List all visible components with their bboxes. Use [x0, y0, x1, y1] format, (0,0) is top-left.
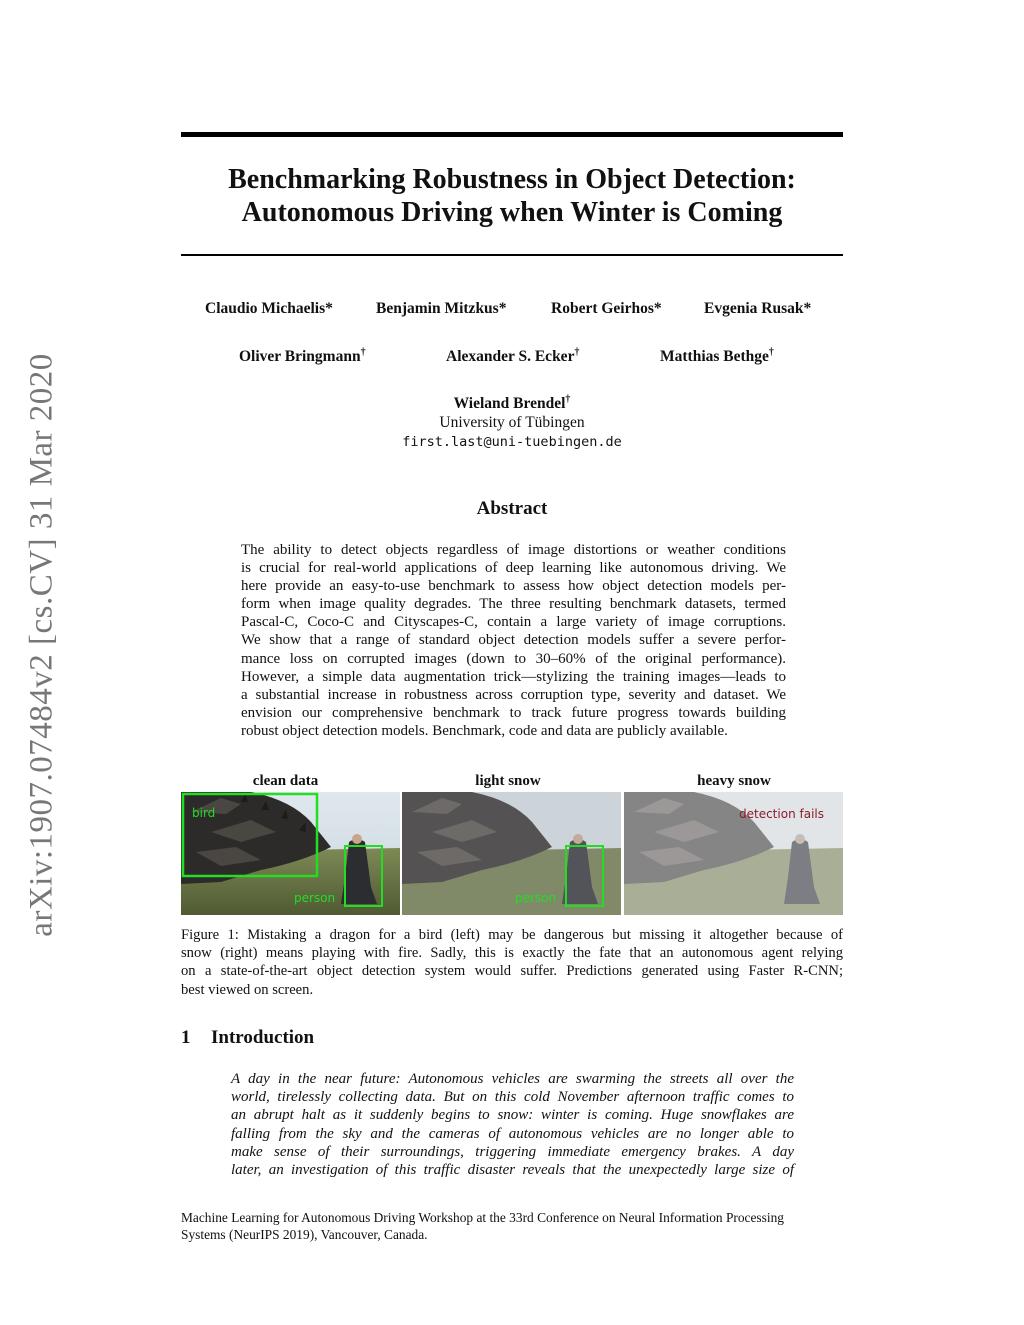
abstract-line: Pascal-C, Coco-C and Cityscapes-C, contain a large variety of image corruptions.: [241, 614, 786, 631]
university: University of Tübingen: [439, 414, 585, 431]
caption-line: Figure 1: Mistaking a dragon for a bird (left) may be dangerous but missing it altogether because of: [181, 927, 843, 943]
section-heading: [181, 1027, 314, 1049]
figure-label-light-snow: light snow: [475, 773, 541, 789]
paper-title: [181, 163, 843, 229]
email: first.last@uni-tuebingen.de: [402, 434, 622, 450]
title-top-rule: [181, 132, 843, 137]
abstract-line: envision our comprehensive benchmark to track future progress towards building: [241, 704, 786, 721]
abstract-line: form when image quality degrades. The three resulting benchmark datasets, termed: [241, 596, 786, 613]
figure-label-clean: clean data: [252, 773, 319, 789]
person-box-label: person: [294, 891, 336, 905]
figure-caption: [181, 926, 843, 999]
author-2: Benjamin Mitzkus*: [376, 300, 507, 317]
author-6-mark: †: [574, 346, 580, 358]
author-5-name: Oliver Bringmann: [239, 348, 361, 365]
figure-panel-light-snow: [402, 792, 621, 915]
intro-line: later, an investigation of this traffic disaster reveals that the unexpectedly large size of: [231, 1162, 794, 1179]
abstract-line: However, a simple data augmentation trick—stylizing the training images—leads to: [241, 668, 786, 685]
caption-line: on a state-of-the-art object detection system would suffer. Predictions generated using Faster R-CNN;: [181, 963, 843, 980]
abstract-body: [241, 541, 786, 740]
author-6: [446, 348, 579, 366]
title-line-2: Autonomous Driving when Winter is Coming: [241, 197, 783, 228]
abstract-line: is crucial for real-world applications of deep learning like autonomous driving. We: [241, 560, 786, 577]
abstract-line: here provide an easy-to-use benchmark to assess how object detection models per-: [241, 578, 786, 595]
abstract-line: a substantial increase in robustness across corruption type, severity and dataset. We: [241, 686, 786, 703]
heavy-snow-scene-image: [624, 792, 843, 915]
author-4: Evgenia Rusak*: [704, 300, 812, 317]
abstract-line: robust object detection models. Benchmark, code and data are publicly available.: [241, 722, 728, 739]
section-title: Introduction: [211, 1027, 315, 1048]
title-line-1: Benchmarking Robustness in Object Detection:: [228, 164, 796, 195]
author-5-mark: †: [360, 346, 366, 358]
abstract-line: We show that a range of standard object detection models suffer a severe perfor-: [241, 632, 786, 649]
intro-line: world, tirelessly collecting data. But on this cold November afternoon traffic comes to: [231, 1089, 794, 1106]
intro-line: make sense of their surroundings, triggering immediate emergency brakes. A day: [231, 1143, 794, 1160]
author-8: [181, 395, 843, 413]
affiliation-block: [181, 395, 843, 452]
figure-panel-clean: [181, 792, 400, 915]
author-7-name: Matthias Bethge: [660, 348, 769, 365]
abstract-heading: Abstract: [476, 498, 548, 519]
author-7: [660, 348, 774, 366]
author-6-name: Alexander S. Ecker: [446, 348, 575, 365]
abstract-line: The ability to detect objects regardless of image distortions or weather conditions: [241, 542, 786, 558]
caption-line: best viewed on screen.: [181, 981, 314, 998]
author-5: [239, 348, 366, 366]
figure-panel-heavy-snow: [624, 792, 843, 915]
author-3: Robert Geirhos*: [551, 300, 662, 317]
person-box-label-light: person: [515, 891, 557, 905]
author-1: Claudio Michaelis*: [205, 300, 333, 317]
clean-scene-image: [181, 792, 400, 915]
arxiv-stamp-text: arXiv:1907.07484v2 [cs.CV] 31 Mar 2020: [23, 353, 60, 937]
intro-line: an abrupt halt as it suddenly begins to snow: winter is coming. Huge snowflakes are: [231, 1107, 794, 1124]
section-number: 1: [181, 1027, 191, 1048]
detection-fails-label: detection fails: [739, 807, 824, 821]
title-bottom-rule: [181, 254, 843, 256]
abstract-line: mance loss on corrupted images (down to 30–60% of the original performance).: [241, 650, 786, 667]
author-7-mark: †: [768, 346, 774, 358]
figure-label-heavy-snow: heavy snow: [697, 773, 771, 789]
venue-footnote: [181, 1209, 843, 1243]
intro-paragraph: [231, 1070, 794, 1179]
intro-line: falling from the sky and the cameras of autonomous vehicles are no longer able to: [231, 1125, 794, 1142]
author-8-name: Wieland Brendel: [453, 395, 566, 412]
bird-box-label: bird: [192, 806, 216, 820]
footnote-line: Systems (NeurIPS 2019), Vancouver, Canada.: [181, 1227, 428, 1242]
footnote-line: Machine Learning for Autonomous Driving Workshop at the 33rd Conference on Neural Information Processing: [181, 1210, 784, 1225]
author-8-mark: †: [565, 393, 571, 405]
intro-line: A day in the near future: Autonomous vehicles are swarming the streets all over the: [231, 1071, 794, 1087]
caption-line: snow (right) means playing with fire. Sadly, this is exactly the fate that an autonomous agent relying: [181, 945, 843, 962]
light-snow-scene-image: [402, 792, 621, 915]
